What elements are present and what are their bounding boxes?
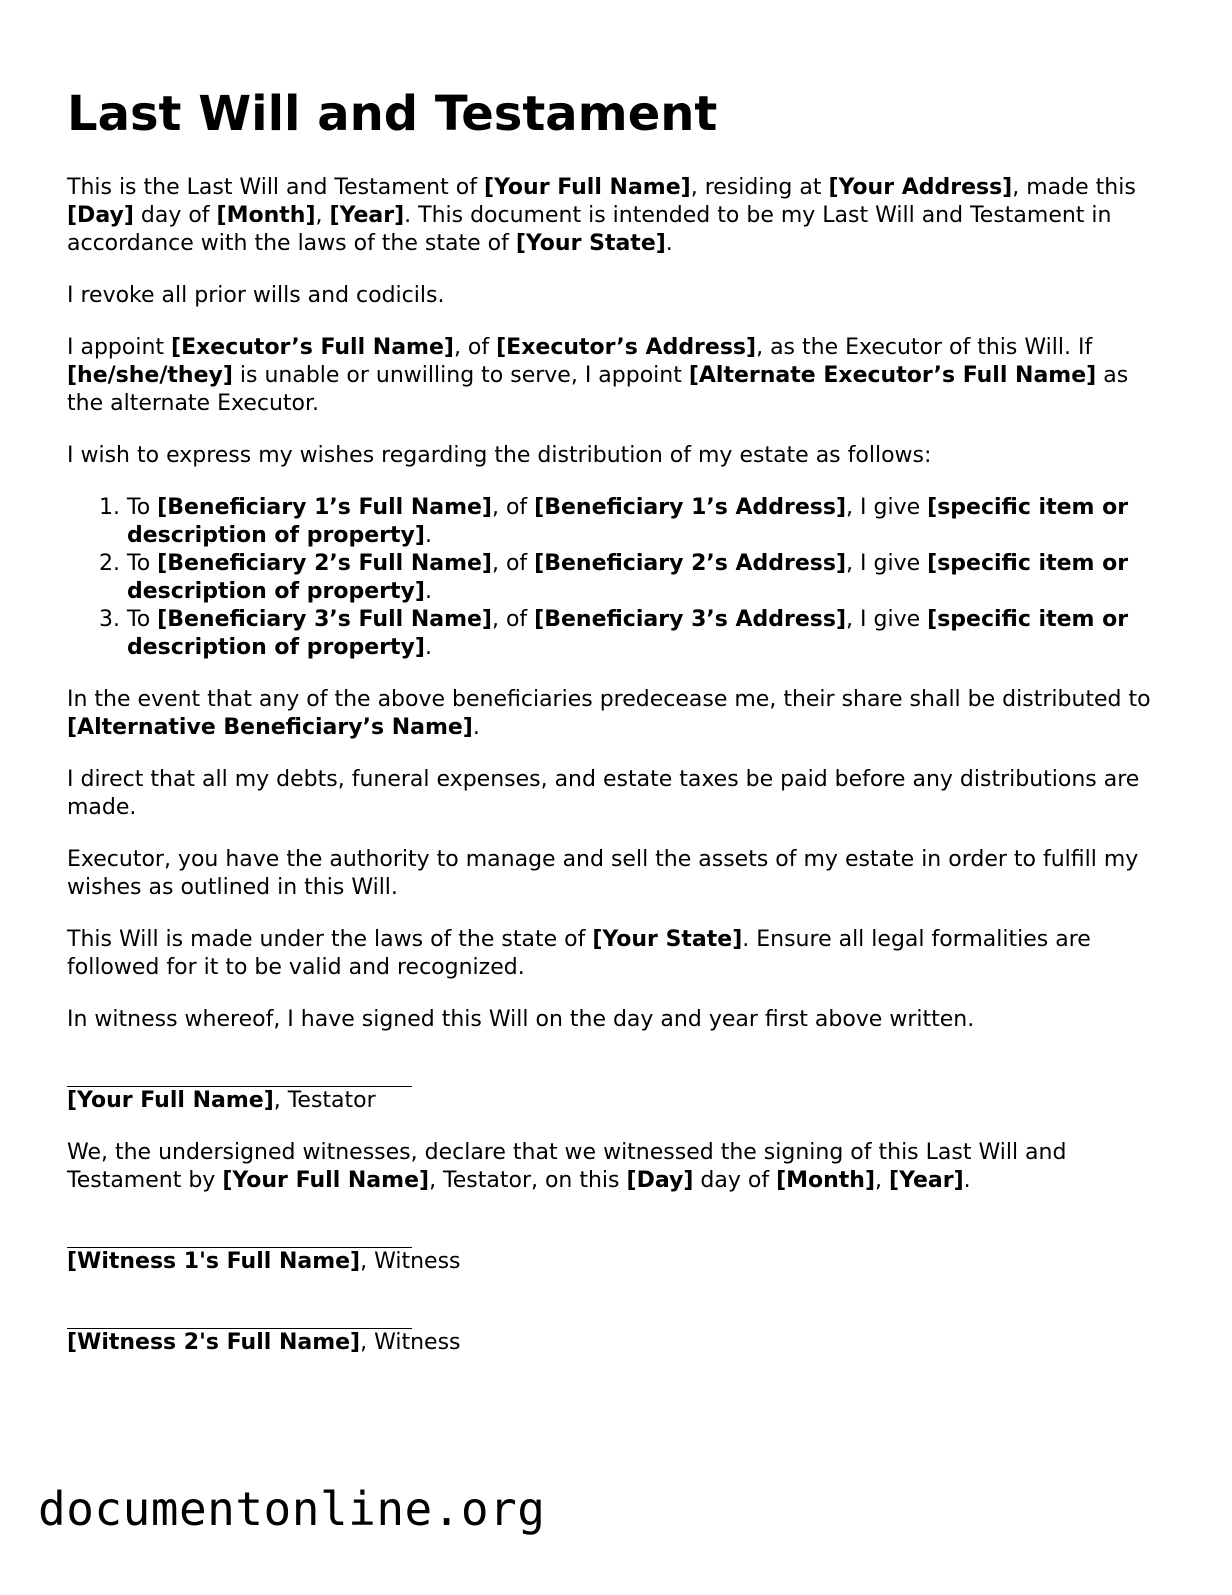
wishes-paragraph: I wish to express my wishes regarding the distribution of my estate as follows: [67, 443, 932, 468]
day-placeholder: [Day] [67, 203, 134, 228]
testator-name: [Your Full Name] [67, 1088, 274, 1113]
testator-signature-block: [Your Full Name], Testator [67, 1058, 1157, 1115]
witness1-name: [Witness 1's Full Name] [67, 1249, 361, 1274]
authority-paragraph: Executor, you have the authority to manage and sell the assets of my estate in order to fulfill my wishes as outlined in this Will. [67, 847, 1139, 900]
laws-paragraph: This Will is made under the laws of the state of [Your State]. Ensure all legal formalities are followed for it to be valid and recognized. [67, 927, 1091, 980]
testator-name-placeholder: [Your Full Name] [483, 175, 691, 200]
document-page [67, 86, 1157, 1381]
predecease-paragraph: In the event that any of the above beneficiaries predecease me, their share shall be distributed to [Alternative Beneficiary’s Name]. [67, 687, 1151, 740]
witness2-signature-block: [Witness 2's Full Name], Witness [67, 1300, 1157, 1357]
list-item: 3. To [Beneficiary 3’s Full Name], of [Beneficiary 3’s Address], I give [specific item or description of property]. [127, 606, 1157, 662]
executor-address-placeholder: [Executor’s Address] [496, 335, 757, 360]
alternative-beneficiary-placeholder: [Alternative Beneficiary’s Name] [67, 715, 473, 740]
address-placeholder: [Your Address] [828, 175, 1013, 200]
list-item: 1. To [Beneficiary 1’s Full Name], of [Beneficiary 1’s Address], I give [specific item or description of property]. [127, 494, 1157, 550]
watermark: documentonline.org [38, 1482, 546, 1536]
state-placeholder: [Your State] [515, 231, 666, 256]
testator-signature-line [67, 1058, 412, 1087]
pronoun-placeholder: [he/she/they] [67, 363, 233, 388]
year-placeholder: [Year] [329, 203, 405, 228]
state-placeholder: [Your State] [592, 927, 743, 952]
declaration-paragraph: We, the undersigned witnesses, declare that we witnessed the signing of this Last Will and Testament by [Your Full Name], Testator, on this [Day] day of [Month], [Year]. [67, 1140, 1067, 1193]
witness-whereof-paragraph: In witness whereof, I have signed this Will on the day and year first above written. [67, 1007, 975, 1032]
alternate-executor-placeholder: [Alternate Executor’s Full Name] [688, 363, 1097, 388]
intro-paragraph: This is the Last Will and Testament of [Your Full Name], residing at [Your Address], made this [Day] day of [Month], [Year]. This document is intended to be my Last Will and Testament in accordance with the laws of the state of [Your State]. [67, 175, 1136, 256]
beneficiary-list [67, 494, 1157, 662]
document-title: Last Will and Testament [67, 86, 718, 142]
executor-name-placeholder: [Executor’s Full Name] [171, 335, 454, 360]
witness2-name: [Witness 2's Full Name] [67, 1330, 361, 1355]
witness1-signature-block: [Witness 1's Full Name], Witness [67, 1219, 1157, 1276]
appoint-paragraph: I appoint [Executor’s Full Name], of [Executor’s Address], as the Executor of this Will. If [he/she/they] is unable or unwilling to serve, I appoint [Alternate Executor’s Full Name] as the alternate Executor. [67, 335, 1129, 416]
witness2-signature-line [67, 1300, 412, 1329]
debts-paragraph: I direct that all my debts, funeral expenses, and estate taxes be paid before any distributions are made. [67, 767, 1140, 820]
list-item: 2. To [Beneficiary 2’s Full Name], of [Beneficiary 2’s Address], I give [specific item or description of property]. [127, 550, 1157, 606]
witness1-signature-line [67, 1219, 412, 1248]
revoke-paragraph: I revoke all prior wills and codicils. [67, 283, 445, 308]
month-placeholder: [Month] [216, 203, 316, 228]
